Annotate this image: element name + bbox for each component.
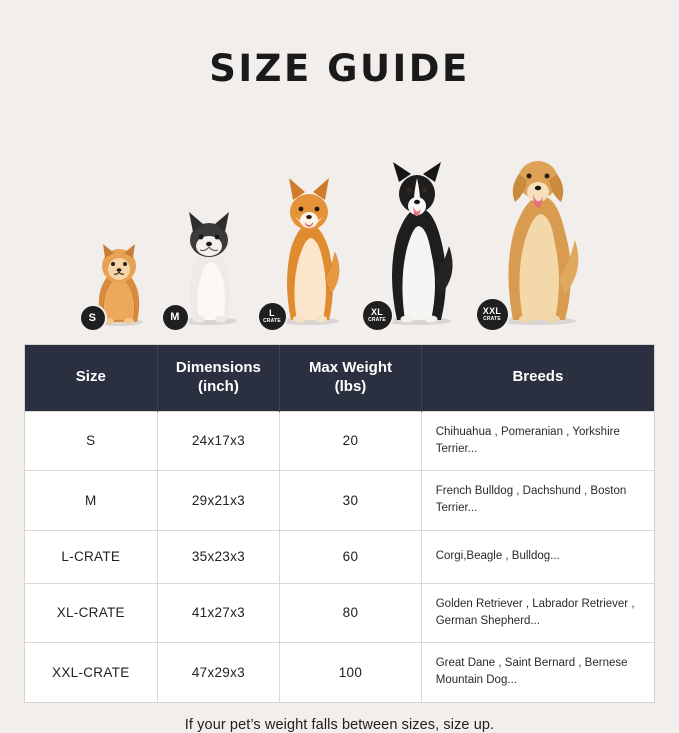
badge-size-xl-crate: XL CRATE — [363, 301, 392, 330]
cell-weight: 80 — [280, 583, 422, 643]
dog-golden-retriever — [483, 144, 593, 326]
dog-shiba-inu — [265, 174, 351, 326]
header-max-weight-line1: Max Weight — [308, 359, 393, 376]
cell-weight: 20 — [280, 411, 422, 471]
cell-weight: 100 — [280, 643, 422, 702]
badge-size-l-crate: L CRATE — [259, 303, 286, 330]
cell-dimensions: 29x21x3 — [157, 471, 280, 531]
dog-border-collie — [369, 154, 465, 326]
cell-dimensions: 35x23x3 — [157, 530, 280, 583]
badge-size-m: M — [163, 305, 188, 330]
table-row — [25, 530, 654, 583]
header-breeds — [421, 345, 654, 411]
size-table — [25, 345, 654, 702]
cell-size: XL-CRATE — [25, 583, 157, 643]
cell-size: L-CRATE — [25, 530, 157, 583]
cell-weight: 30 — [280, 471, 422, 531]
badge-size-s: S — [81, 306, 105, 330]
cell-breeds: Corgi,Beagle , Bulldog... — [421, 530, 654, 583]
table-head — [25, 345, 654, 411]
cell-size: M — [25, 471, 157, 531]
table-header-row — [25, 345, 654, 411]
header-dimensions — [157, 345, 280, 411]
table-body — [25, 411, 654, 702]
border-collie-illustration — [369, 154, 465, 326]
table-row — [25, 643, 654, 702]
cell-dimensions: 41x27x3 — [157, 583, 280, 643]
table-row — [25, 583, 654, 643]
cell-size: S — [25, 411, 157, 471]
cell-breeds: Chihuahua , Pomeranian , Yorkshire Terrier... — [421, 411, 654, 471]
header-max-weight — [280, 345, 422, 411]
cell-size: XXL-CRATE — [25, 643, 157, 702]
header-size — [25, 345, 157, 411]
header-dimensions-line1: Dimensions — [175, 359, 261, 376]
cell-breeds: Great Dane , Saint Bernard , Bernese Mountain Dog... — [421, 643, 654, 702]
header-size-line1: Size — [75, 368, 106, 386]
cell-weight: 60 — [280, 530, 422, 583]
dog-pomeranian — [87, 236, 151, 326]
cell-dimensions: 24x17x3 — [157, 411, 280, 471]
header-dimensions-line2: (inch) — [197, 377, 239, 395]
cell-dimensions: 47x29x3 — [157, 643, 280, 702]
golden-retriever-illustration — [483, 144, 593, 326]
table-row — [25, 411, 654, 471]
badge-size-xxl-crate: XXL CRATE — [477, 299, 508, 330]
cell-breeds: Golden Retriever , Labrador Retriever , German Shepherd... — [421, 583, 654, 643]
header-breeds-line1: Breeds — [512, 368, 564, 386]
page-title: SIZE GUIDE — [209, 47, 470, 90]
footnote: If your pet’s weight falls between sizes, size up. — [184, 716, 495, 733]
dog-illustration-row — [0, 116, 679, 326]
dog-french-bulldog — [169, 206, 247, 326]
size-table-wrapper — [24, 344, 655, 703]
table-row — [25, 471, 654, 531]
cell-breeds: French Bulldog , Dachshund , Boston Terrier... — [421, 471, 654, 531]
header-max-weight-line2: (lbs) — [334, 377, 367, 395]
